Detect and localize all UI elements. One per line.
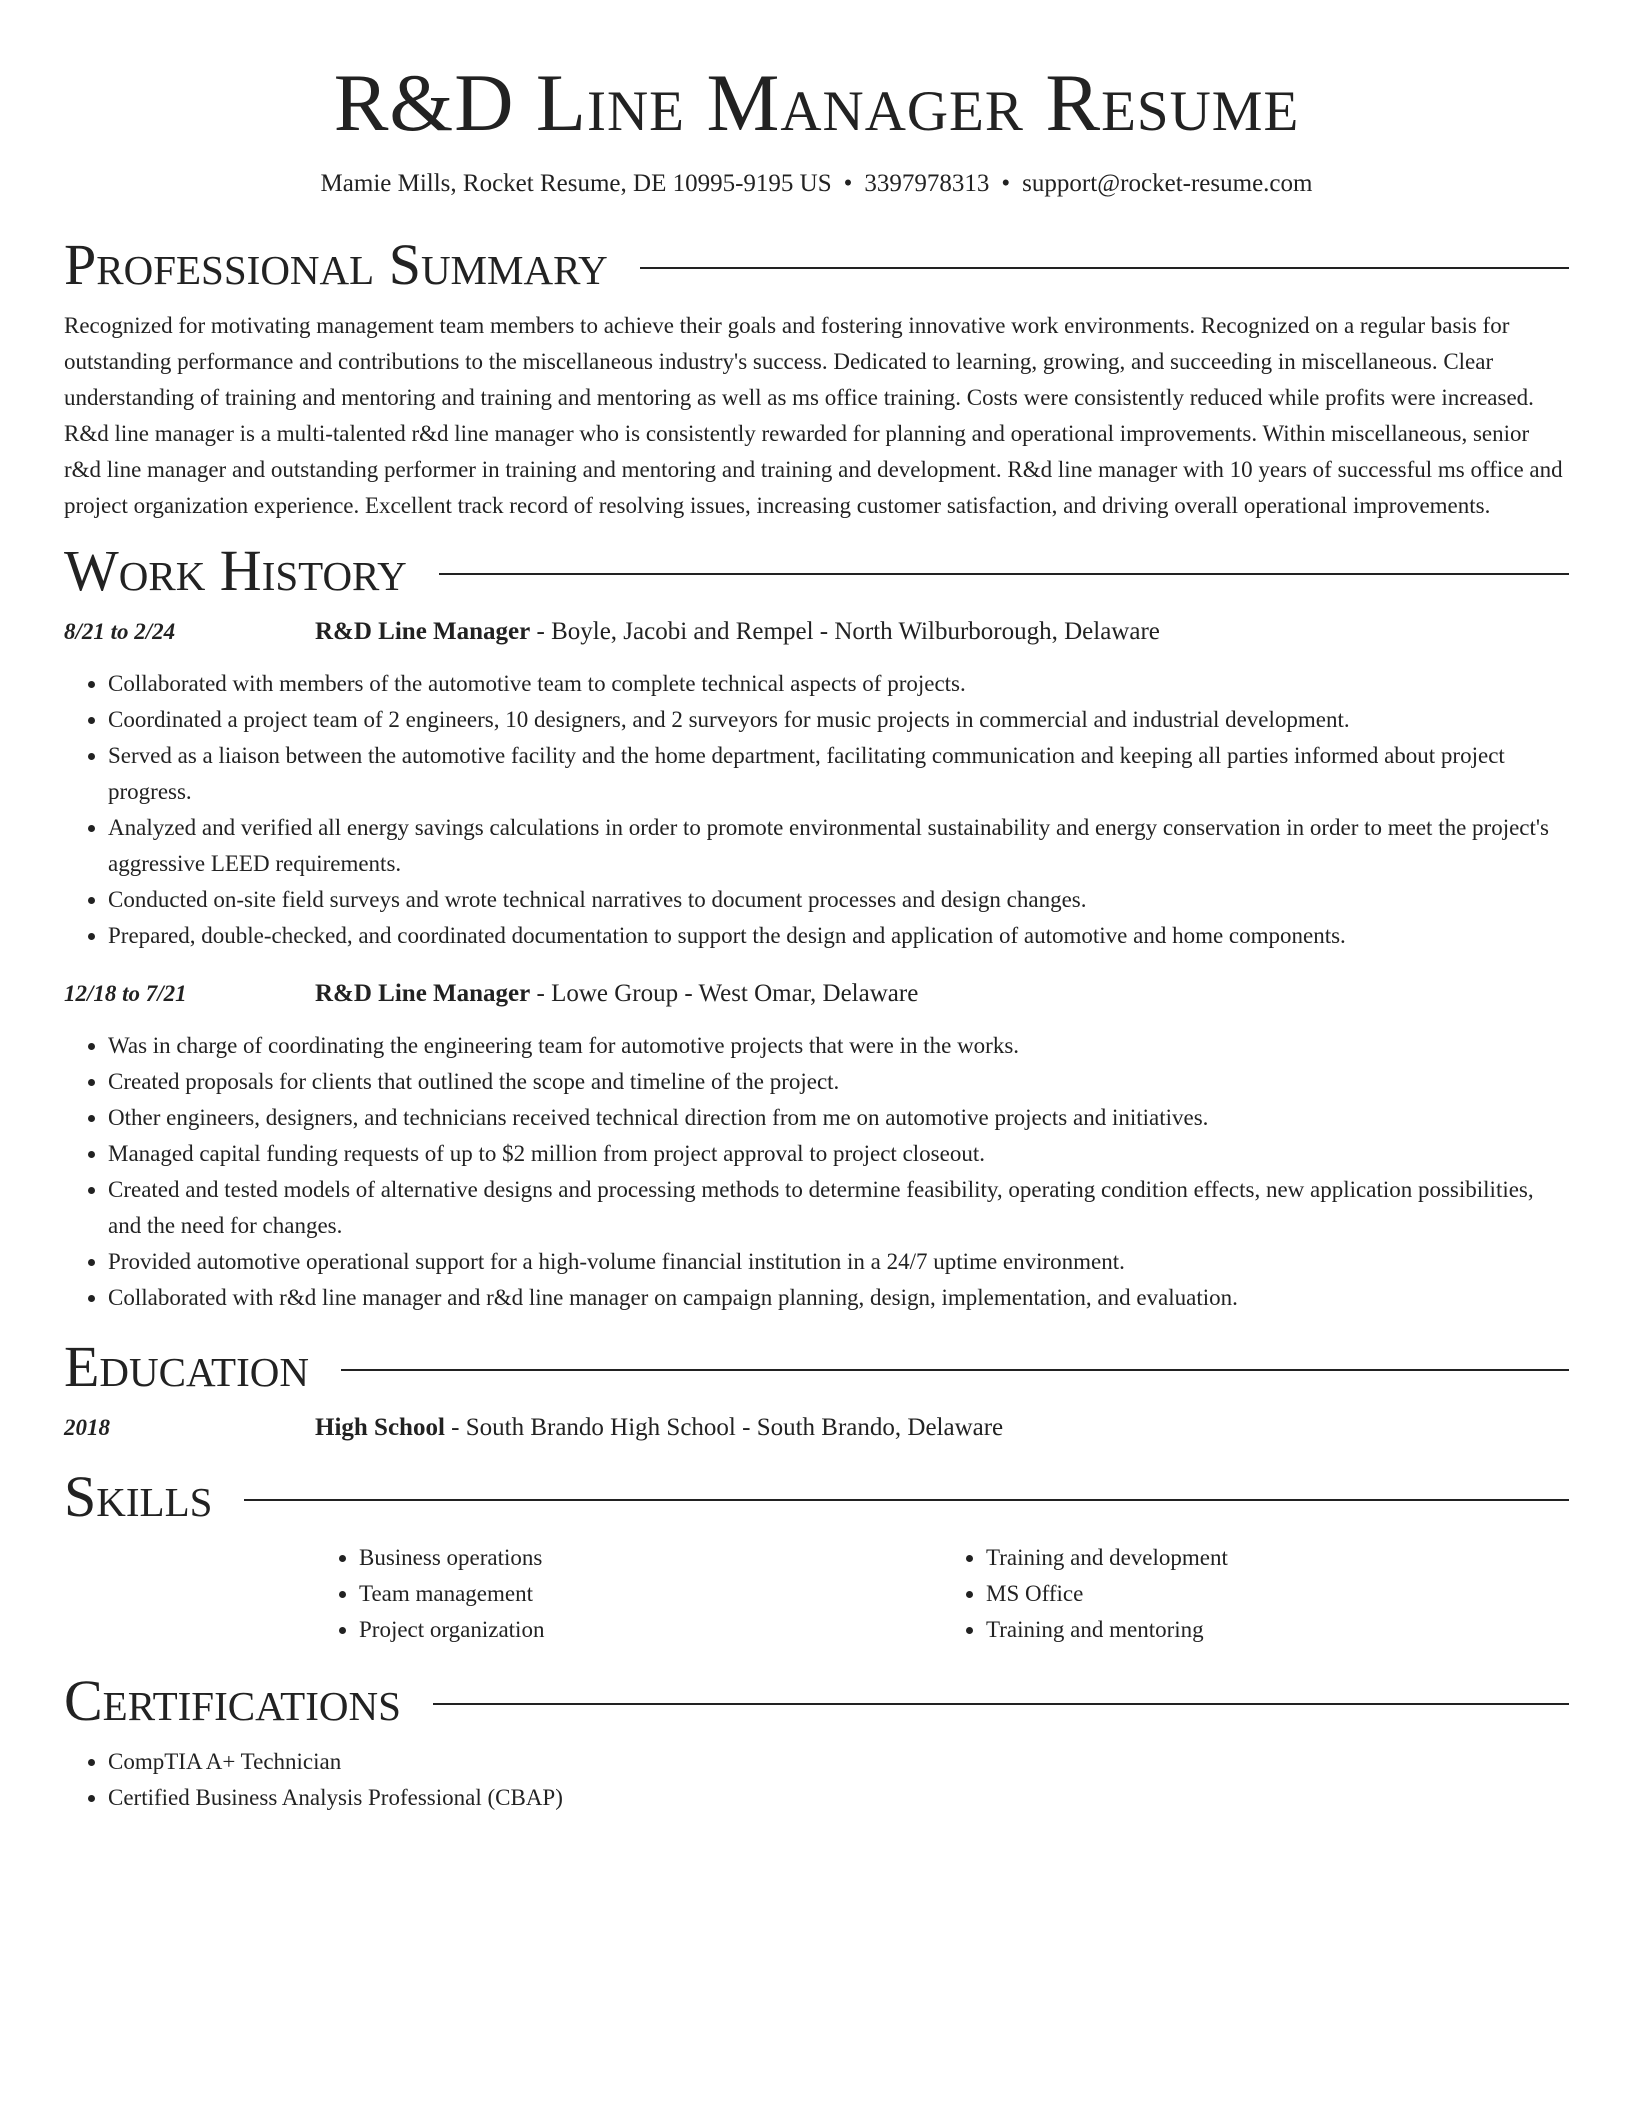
resume-page	[64, 0, 1569, 1816]
skill-item: • MS Office	[986, 1576, 1569, 1612]
list-item: • Prepared, double-checked, and coordinated documentation to support the design and application of automotive and home components.	[108, 918, 1569, 954]
summary-heading: Professional Summary	[64, 232, 608, 297]
education-school: - South Brando High School - South Brando, Delaware	[444, 1414, 1004, 1441]
job-employer: - Boyle, Jacobi and Rempel - North Wilburborough, Delaware	[530, 618, 1160, 645]
job-header	[64, 976, 1569, 1012]
list-item: • Other engineers, designers, and technicians received technical direction from me on automotive projects and initiatives.	[108, 1100, 1569, 1136]
skill-item: • Project organization	[359, 1612, 942, 1648]
list-item: • Created proposals for clients that outlined the scope and timeline of the project.	[108, 1064, 1569, 1100]
job-bullets	[64, 1028, 1569, 1316]
education-headline	[315, 1410, 1003, 1446]
list-item: • Created and tested models of alternative designs and processing methods to determine feasibility, operating condition effects, new application possibilities, and the need for changes.	[108, 1172, 1569, 1244]
section-divider	[341, 1369, 1569, 1371]
job-title: R&D Line Manager	[315, 618, 531, 645]
certifications-section-header	[64, 1670, 1569, 1732]
contact-separator: •	[843, 170, 853, 197]
job-header	[64, 614, 1569, 650]
education-section-header	[64, 1336, 1569, 1398]
skills-heading: Skills	[64, 1464, 213, 1529]
list-item: • Served as a liaison between the automotive facility and the home department, facilitating communication and keeping all parties informed about project progress.	[108, 738, 1569, 810]
job-headline	[315, 976, 918, 1012]
skills-list-right	[942, 1540, 1569, 1648]
skill-item: • Business operations	[359, 1540, 942, 1576]
certifications-list	[64, 1744, 1569, 1816]
work-history-heading: Work History	[64, 538, 407, 603]
certification-item: • CompTIA A+ Technician	[108, 1744, 1569, 1780]
contact-separator: •	[1001, 170, 1011, 197]
certifications-heading: Certifications	[64, 1668, 401, 1733]
skills-columns	[315, 1540, 1569, 1648]
job-headline	[315, 614, 1160, 650]
list-item: • Collaborated with members of the automotive team to complete technical aspects of projects.	[108, 666, 1569, 702]
section-divider	[439, 573, 1569, 575]
skill-item: • Training and mentoring	[986, 1612, 1569, 1648]
list-item: • Collaborated with r&d line manager and r&d line manager on campaign planning, design, implementation, and evaluation.	[108, 1280, 1569, 1316]
contact-email: support@rocket-resume.com	[1022, 170, 1313, 197]
job-bullets	[64, 666, 1569, 954]
section-divider	[640, 267, 1569, 269]
list-item: • Was in charge of coordinating the engineering team for automotive projects that were in the works.	[108, 1028, 1569, 1064]
list-item: • Managed capital funding requests of up to $2 million from project approval to project closeout.	[108, 1136, 1569, 1172]
skill-item: • Training and development	[986, 1540, 1569, 1576]
work-history-section-header	[64, 540, 1569, 602]
job-employer: - Lowe Group - West Omar, Delaware	[530, 980, 919, 1007]
contact-phone: 3397978313	[864, 170, 990, 197]
document-title: R&D Line Manager Resume	[333, 57, 1300, 148]
list-item: • Coordinated a project team of 2 engineers, 10 designers, and 2 surveyors for music projects in commercial and industrial development.	[108, 702, 1569, 738]
summary-text: Recognized for motivating management team members to achieve their goals and fostering innovative work environments. Recognized on a regular basis for outstanding performance and contributions to the miscellaneous industry's success. Dedicated to learning, growing, and succeeding in miscellaneous. Clear understanding of training and mentoring and training and mentoring as well as ms office training. Costs were consistently reduced while profits were increased. R&d line manager is a multi-talented r&d line manager who is consistently rewarded for planning and operational improvements. Within miscellaneous, senior r&d line manager and outstanding performer in training and mentoring and training and development. R&d line manager with 10 years of successful ms office and project organization experience. Excellent track record of resolving issues, increasing customer satisfaction, and driving overall operational improvements.	[64, 313, 1563, 518]
job-dates: 8/21 to 2/24	[64, 619, 176, 644]
skills-list-left	[315, 1540, 942, 1648]
skill-item: • Team management	[359, 1576, 942, 1612]
section-divider	[433, 1703, 1569, 1705]
job-entry	[64, 614, 1569, 954]
contact-line	[64, 168, 1569, 200]
education-heading: Education	[64, 1334, 309, 1399]
section-divider	[244, 1499, 1569, 1501]
skills-section-header	[64, 1466, 1569, 1528]
job-dates: 12/18 to 7/21	[64, 981, 187, 1006]
job-entry	[64, 976, 1569, 1316]
certification-item: • Certified Business Analysis Professional (CBAP)	[108, 1780, 1569, 1816]
job-title: R&D Line Manager	[315, 980, 531, 1007]
list-item: • Conducted on-site field surveys and wrote technical narratives to document processes and design changes.	[108, 882, 1569, 918]
list-item: • Analyzed and verified all energy savings calculations in order to promote environmental sustainability and energy conservation in order to meet the project's aggressive LEED requirements.	[108, 810, 1569, 882]
education-dates: 2018	[64, 1415, 110, 1440]
summary-section-header	[64, 234, 1569, 296]
list-item: • Provided automotive operational support for a high-volume financial institution in a 24/7 uptime environment.	[108, 1244, 1569, 1280]
contact-address: Mamie Mills, Rocket Resume, DE 10995-9195 US	[320, 170, 832, 197]
education-degree: High School	[315, 1414, 445, 1441]
education-entry	[64, 1410, 1569, 1446]
